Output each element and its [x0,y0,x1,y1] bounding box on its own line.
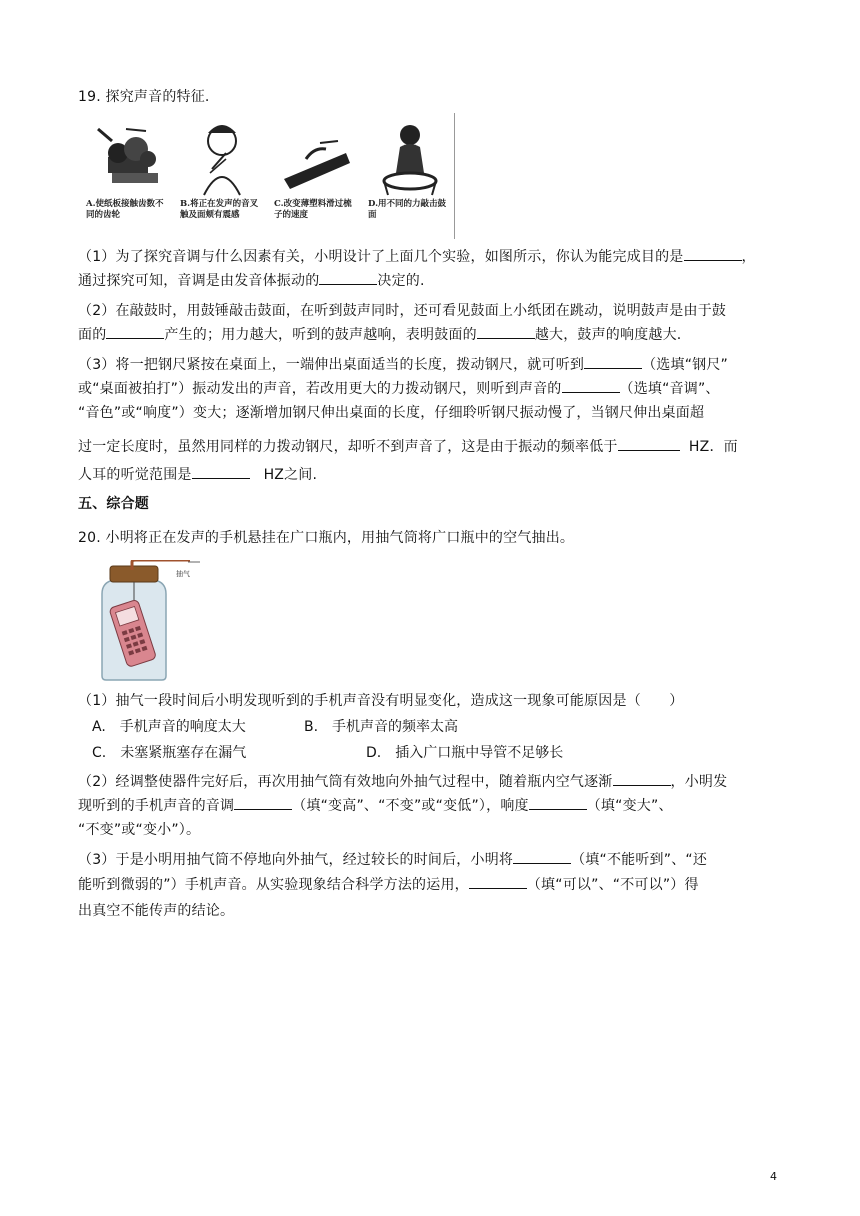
answer-blank[interactable] [319,270,377,285]
q19-part3-line5 [78,464,317,486]
q19-part3-line4 [78,436,738,458]
q19-title: 19. 探究声音的特征. [78,89,210,105]
q20-part3-line3: 出真空不能传声的结论。 [78,903,235,919]
q20-p3-text-a: （3）于是小明用抽气筒不停地向外抽气，经过较长的时间后，小明将 [78,852,514,868]
q20-part2-line1 [78,771,727,793]
q19-p3-text-g: HZ．而 [688,439,738,455]
q19-part1-line1 [78,246,756,268]
gear-wheel-illustration [88,119,168,199]
q19-p2-text-c: 产生的；用力越大，听到的鼓声越响，表明鼓面的 [164,327,477,343]
q19-part2-line1: （2）在敲鼓时，用鼓锤敲击鼓面，在听到鼓声同时，还可看见鼓面上小纸团在跳动，说明鼓声是由于鼓 [78,303,727,319]
answer-blank[interactable] [562,378,620,393]
q20-part1: （1）抽气一段时间后小明发现听到的手机声音没有明显变化，造成这一现象可能原因是（ ） [78,693,684,709]
q20-part2-line3: “不变”或“变小”）。 [78,822,201,838]
answer-blank[interactable] [684,246,742,261]
q19-p3-text-i: HZ之间. [263,467,318,483]
pump-label: 抽气 [176,570,190,578]
option-b[interactable]: B. 手机声音的频率太高 [304,719,459,735]
q20-p2-text-d: （填“变高”、“不变”或“变低”），响度 [292,798,529,814]
q20-title: 20. 小明将正在发声的手机悬挂在广口瓶内，用抽气筒将广口瓶中的空气抽出。 [78,530,575,546]
girl-tuning-fork-illustration [182,119,262,199]
drummer-illustration [370,119,450,199]
q19-p3-text-b: （选填“钢尺” [642,357,729,373]
q19-p3-text-h: 人耳的听觉范围是 [78,467,192,483]
option-a[interactable]: A. 手机声音的响度太大 [92,719,246,735]
q20-p2-text-e: （填“变大”、 [586,798,673,814]
q20-part2-line2 [78,795,673,817]
q20-part3-line2 [78,874,699,896]
comb-plastic-illustration [276,119,356,199]
q19-part3-line1 [78,354,728,376]
page-number: 4 [770,1170,777,1183]
answer-blank[interactable] [513,849,571,864]
option-d[interactable]: D. 插入广口瓶中导管不足够长 [366,745,564,761]
caption-b: B.将正在发声的音叉触及面颊有震感 [180,199,259,220]
answer-blank[interactable] [469,874,527,889]
q20-p3-text-c: 能听到微弱的”）手机声音。从实验现象结合科学方法的运用， [78,877,469,893]
figure-a-gear [82,113,172,239]
q19-p1-text-b: ， [741,249,756,265]
jar-phone-illustration [92,560,202,682]
answer-blank[interactable] [106,324,164,339]
q20-p3-text-b: （填“不能听到”、“还 [571,852,708,868]
answer-blank[interactable] [192,464,250,479]
figure-b-tuning-fork [176,113,266,239]
q19-figure-row [82,113,455,239]
answer-blank[interactable] [584,354,642,369]
answer-blank[interactable] [613,771,671,786]
q19-p3-text-f: 过一定长度时，虽然用同样的力拨动钢尺，却听不到声音了，这是由于振动的频率低于 [78,439,618,455]
answer-blank[interactable] [477,324,535,339]
q20-figure-bottle [92,560,202,682]
q19-p1-text-c: 通过探究可知，音调是由发音体振动的 [78,273,320,289]
q20-p3-text-d: （填“可以”、“不可以”）得 [526,877,699,893]
figure-c-comb [270,113,360,239]
q19-part1-line2 [78,270,425,292]
q19-part2-line2 [78,324,681,346]
q19-part3-line2 [78,378,720,400]
q19-p2-text-b: 面的 [78,327,107,343]
q20-p2-text-a: （2）经调整使器件完好后，再次用抽气筒有效地向外抽气过程中，随着瓶内空气逐渐 [78,774,613,790]
caption-d: D.用不同的力敲击鼓面 [368,199,447,220]
q20-part3-line1 [78,849,707,871]
figure-d-drum [364,113,454,239]
q19-p3-text-a: （3）将一把钢尺紧按在桌面上，一端伸出桌面适当的长度，拨动钢尺，就可听到 [78,357,585,373]
q20-p2-text-b: ，小明发 [670,774,728,790]
q19-p2-text-d: 越大，鼓声的响度越大. [534,327,682,343]
q19-p1-text-a: （1）为了探究音调与什么因素有关，小明设计了上面几个实验，如图所示，你认为能完成目的是 [78,249,684,265]
q19-part3-line3: “音色”或“响度”）变大；逐渐增加钢尺伸出桌面的长度，仔细聆听钢尺振动慢了，当钢尺伸出桌面超 [78,405,705,421]
q20-p2-text-c: 现听到的手机声音的音调 [78,798,235,814]
answer-blank[interactable] [529,795,587,810]
answer-blank[interactable] [618,436,680,451]
option-c[interactable]: C. 未塞紧瓶塞存在漏气 [92,745,247,761]
q19-p1-text-d: 决定的. [377,273,425,289]
section-title: 五、综合题 [78,496,149,512]
q19-p3-text-d: （选填“音调”、 [619,381,720,397]
caption-c: C.改变薄塑料滑过梳子的速度 [274,199,352,220]
caption-a: A.使纸板接触齿数不同的齿轮 [86,199,164,220]
q19-p3-text-c: 或“桌面被拍打”）振动发出的声音，若改用更大的力拨动钢尺，则听到声音的 [78,381,562,397]
answer-blank[interactable] [234,795,292,810]
